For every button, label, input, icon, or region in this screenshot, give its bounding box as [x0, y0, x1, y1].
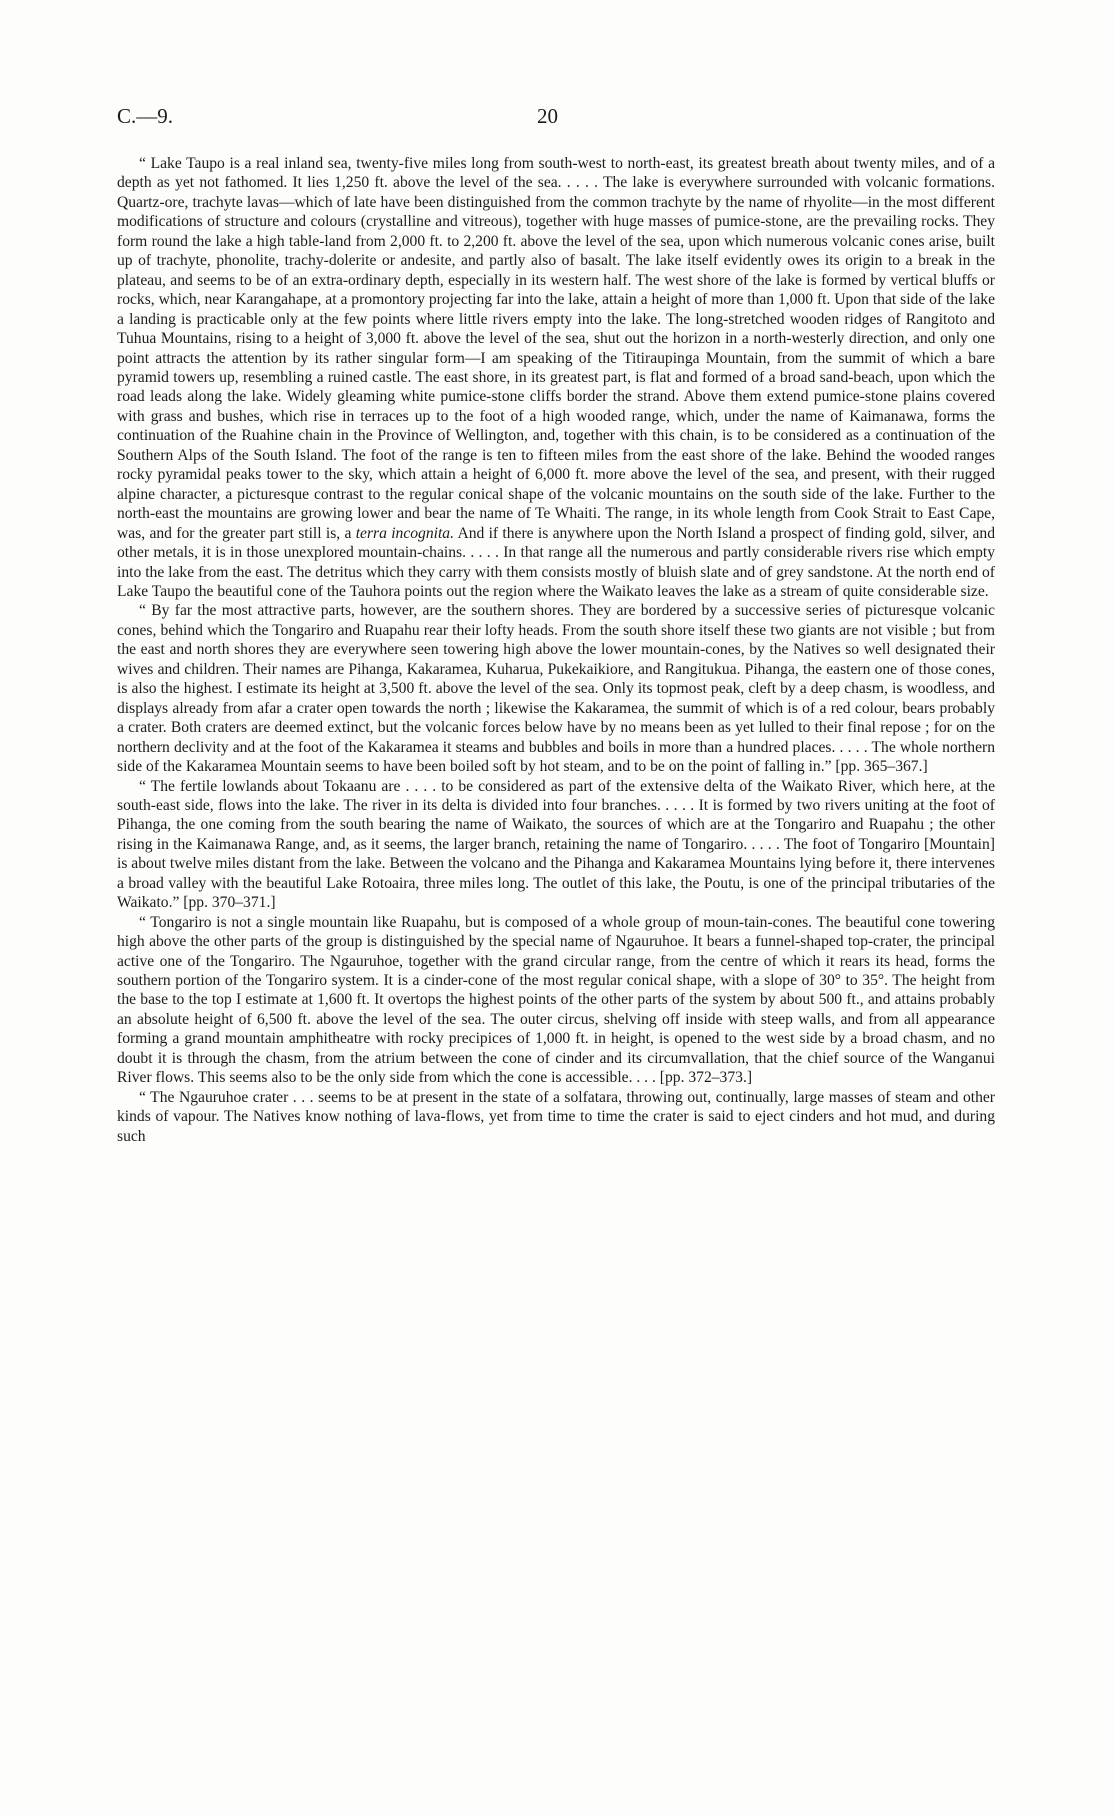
paragraph-text: “ The Ngauruhoe crater . . . seems to be at present in the state of a solfatara, throwing out, continually, large masses of steam and other kinds of vapour. The Natives know nothing of lava-flows, yet from time to time the crater is said to eject cinders and hot mud, and during such — [117, 1088, 995, 1145]
paragraph-tongariro — [117, 913, 995, 1088]
page-number: 20 — [537, 104, 558, 128]
paragraph-text: “ Tongariro is not a single mountain like Ruapahu, but is composed of a whole group of moun-tain-cones. The beautiful cone towering high above the other parts of the group is distinguished by the special name of Ngauruhoe. It bears a funnel-shaped top-crater, the principal active one of the Tongariro. The Ngauruhoe, together with the grand circular range, from the centre of which it rears its head, forms the southern portion of the Tongariro system. It is a cinder-cone of the most regular conical shape, with a slope of 30° to 35°. The height from the base to the top I estimate at 1,600 ft. It overtops the highest points of the other parts of the system by about 500 ft., and attains probably an absolute height of 6,500 ft. above the level of the sea. The outer circus, shelving off inside with steep walls, and from all appearance forming a grand mountain amphitheatre with rocky precipices of 1,000 ft. in height, is opened to the west side by a broad chasm, and no doubt it is through the chasm, from the atrium between the cone of cinder and its circumvallation, that the chief source of the Wanganui River flows. This seems also to be the only side from which the cone is accessible. . . . [pp. 372–373.] — [117, 913, 995, 1087]
body-text — [117, 154, 995, 1146]
paragraph-text: “ Lake Taupo is a real inland sea, twenty-five miles long from south-west to north-east, its greatest breath about twenty miles, and of a depth as yet not fathomed. It lies 1,250 ft. above the level of the sea. . . . . The lake is everywhere surrounded with volcanic formations. Quartz-ore, trachyte lavas—which of late have been distinguished from the common trachyte by the name of rhyolite—in the most different modifications of structure and colours (crystalline and vitreous), together with huge masses of pumice-stone, are the prevailing rocks. They form round the lake a high table-land from 2,000 ft. to 2,200 ft. above the level of the sea, upon which numerous volcanic cones arise, built up of trachyte, phonolite, trachy-dolerite or andesite, and partly also of basalt. The lake itself evidently owes its origin to a break in the plateau, and seems to be of an extra-ordinary depth, especially in its western half. The west shore of the lake is formed by vertical bluffs or rocks, which, near Karangahape, at a promontory projecting far into the lake, attain a height of more than 1,000 ft. Upon that side of the lake a landing is practicable only at the few points where little rivers empty into the lake. The long-stretched wooden ridges of Rangitoto and Tuhua Mountains, rising to a height of 3,000 ft. above the level of the sea, shut out the horizon in a north-westerly direction, and only one point attracts the attention by its rather singular form—I am speaking of the Titiraupinga Mountain, from the summit of which a bare pyramid towers up, resembling a ruined castle. The east shore, in its greatest part, is flat and formed of a broad sand-beach, upon which the road leads along the lake. Widely gleaming white pumice-stone cliffs border the strand. Above them extend pumice-stone plains covered with grass and bushes, which rise in terraces up to the foot of a high wooded range, which, under the name of Kaimanawa, forms the continuation of the Ruahine chain in the Province of Wellington, and, together with this chain, is to be considered as a continuation of the Southern Alps of the South Island. The foot of the range is ten to fifteen miles from the east shore of the lake. Behind the wooded ranges rocky pyramidal peaks tower to the sky, which attain a height of 6,000 ft. more above the level of the sea, and present, with their rugged alpine character, a picturesque contrast to the regular conical shape of the volcanic mountains on the south side of the lake. Further to the north-east the mountains are growing lower and bear the name of Te Whaiti. The range, in its whole length from Cook Strait to East Cape, was, and for the greater part still is, a — [117, 155, 995, 542]
paragraph-text: “ The fertile lowlands about Tokaanu are . . . . to be considered as part of the extensive delta of the Waikato River, which here, at the south-east side, flows into the lake. The river in its delta is divided into four branches. . . . . It is formed by two rivers uniting at the foot of Pihanga, the one coming from the south bearing the name of Waikato, the sources of which are at the Tongariro and Ruapahu ; the other rising in the Kaimanawa Range, and, as it seems, the larger branch, retaining the name of Tongariro. . . . . The foot of Tongariro [Mountain] is about twelve miles distant from the lake. Between the volcano and the Pihanga and Kakaramea Mountains lying before it, there intervenes a broad valley with the beautiful Lake Rotoaira, three miles long. The outlet of this lake, the Poutu, is one of the principal tributaries of the Waikato.” [pp. 370–371.] — [117, 777, 995, 912]
page-header — [117, 104, 997, 132]
paragraph-lake-taupo — [117, 154, 995, 601]
paragraph-text: “ By far the most attractive parts, however, are the southern shores. They are bordered by a successive series of picturesque volcanic cones, behind which the Tongariro and Ruapahu rear their lofty heads. From the south shore itself these two giants are not visible ; but from the east and north shores they are everywhere seen towering high above the lower mountain-cones, by the Natives so well designated their wives and children. Their names are Pihanga, Kakaramea, Kuharua, Pukekaikiore, and Rangitukua. Pihanga, the eastern one of those cones, is also the highest. I estimate its height at 3,500 ft. above the level of the sea. Only its topmost peak, cleft by a deep chasm, is woodless, and displays already from afar a crater open towards the north ; likewise the Kakaramea, the summit of which is of a red colour, bears probably a crater. Both craters are deemed extinct, but the volcanic forces below have by no means been as yet lulled to their final repose ; for on the northern declivity and at the foot of the Kakaramea it steams and bubbles and boils in more than a hundred places. . . . . The whole northern side of the Kakaramea Mountain seems to have been boiled soft by hot steam, and to be on the point of falling in.” [pp. 365–367.] — [117, 602, 995, 776]
paragraph-ngauruhoe-crater — [117, 1088, 995, 1146]
paragraph-tokaanu-lowlands — [117, 777, 995, 913]
document-reference: C.—9. — [117, 104, 174, 128]
italic-phrase: terra incognita. — [355, 524, 455, 542]
paragraph-text-continued: And if there is anywhere upon the North Island a prospect of finding gold, silver, and other metals, it is in those unexplored mountain-chains. . . . . In that range all the numerous and partly considerable rivers rise which empty into the lake from the east. The detritus which they carry with them consists mostly of bluish slate and of grey sandstone. At the north end of Lake Taupo the beautiful cone of the Tauhora points out the region where the Waikato leaves the lake as a stream of quite considerable size. — [117, 524, 996, 600]
paragraph-southern-shores — [117, 601, 995, 776]
